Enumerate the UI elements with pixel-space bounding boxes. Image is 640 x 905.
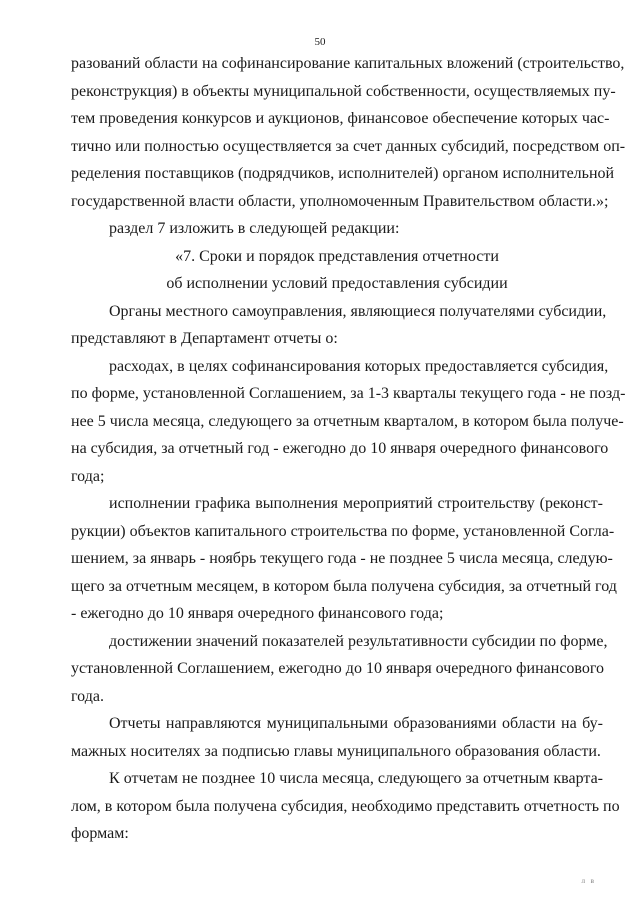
text-line: тем проведения конкурсов и аукционов, финансовое обеспечение которых час- bbox=[71, 110, 610, 127]
text-line: реконструкция) в объекты муниципальной собственности, осуществляемых пу- bbox=[71, 82, 616, 100]
paragraph-continuation bbox=[71, 50, 626, 215]
paragraph-deadline bbox=[71, 765, 620, 848]
paragraph-schedule bbox=[71, 490, 617, 628]
paragraph-reports-intro bbox=[71, 298, 607, 353]
text-line: нее 5 числа месяца, следующего за отчетным кварталом, в котором была получе- bbox=[71, 412, 624, 430]
text-line: Органы местного самоуправления, являющиеся получателями субсидии, bbox=[109, 302, 607, 320]
paragraph-submission bbox=[71, 710, 603, 765]
page-number: 50 bbox=[314, 36, 326, 48]
document-body bbox=[71, 50, 626, 848]
text-line: государственной власти области, уполномоченным Правительством области.»; bbox=[71, 192, 609, 210]
text-line: Отчеты направляются муниципальными образованиями области на бу- bbox=[109, 715, 603, 732]
paragraph-section7-instruction bbox=[71, 215, 603, 243]
text-line: по форме, установленной Соглашением, за 1-3 кварталы текущего года - не позд- bbox=[71, 385, 626, 402]
text-line: рукции) объектов капитального строительства по форме, установленной Согла- bbox=[71, 522, 615, 540]
section-heading bbox=[71, 243, 603, 298]
text-line: расходах, в целях софинансирования которых предоставляется субсидия, bbox=[109, 357, 609, 375]
text-line: года; bbox=[71, 467, 105, 485]
paragraph-indicators bbox=[71, 628, 608, 711]
text-line: года. bbox=[71, 687, 104, 705]
text-line: раздел 7 изложить в следующей редакции: bbox=[109, 220, 400, 237]
text-line: тично или полностью осуществляется за счет данных субсидий, посредством оп- bbox=[71, 137, 626, 155]
text-line: достижении значений показателей результативности субсидии по форме, bbox=[109, 632, 608, 650]
text-line: разований области на софинансирование капитальных вложений (строительство, bbox=[71, 55, 625, 72]
text-line: ределения поставщиков (подрядчиков, исполнителей) органом исполнительной bbox=[71, 165, 615, 182]
text-line: установленной Соглашением, ежегодно до 10 января очередного финансового bbox=[71, 660, 605, 677]
text-line: «7. Сроки и порядок представления отчетности bbox=[175, 247, 499, 265]
text-line: - ежегодно до 10 января очередного финансового года; bbox=[71, 605, 444, 622]
text-line: формам: bbox=[71, 825, 129, 842]
text-line: представляют в Департамент отчеты о: bbox=[71, 330, 338, 347]
text-line: щего за отчетным месяцем, в котором была получена субсидия, за отчетный год bbox=[71, 577, 617, 595]
corner-mark: л в bbox=[581, 877, 596, 885]
text-line: лом, в котором была получена субсидия, необходимо представить отчетность по bbox=[71, 797, 620, 815]
text-line: об исполнении условий предоставления субсидии bbox=[166, 275, 508, 292]
text-line: К отчетам не позднее 10 числа месяца, следующего за отчетным кварта- bbox=[109, 770, 603, 787]
text-line: мажных носителях за подписью главы муниципального образования области. bbox=[71, 742, 601, 760]
text-line: на субсидия, за отчетный год - ежегодно до 10 января очередного финансового bbox=[71, 440, 609, 457]
text-line: шением, за январь - ноябрь текущего года - не позднее 5 числа месяца, следую- bbox=[71, 550, 613, 567]
paragraph-expenses bbox=[71, 353, 626, 491]
text-line: исполнении графика выполнения мероприятий строительству (реконст- bbox=[109, 495, 603, 512]
